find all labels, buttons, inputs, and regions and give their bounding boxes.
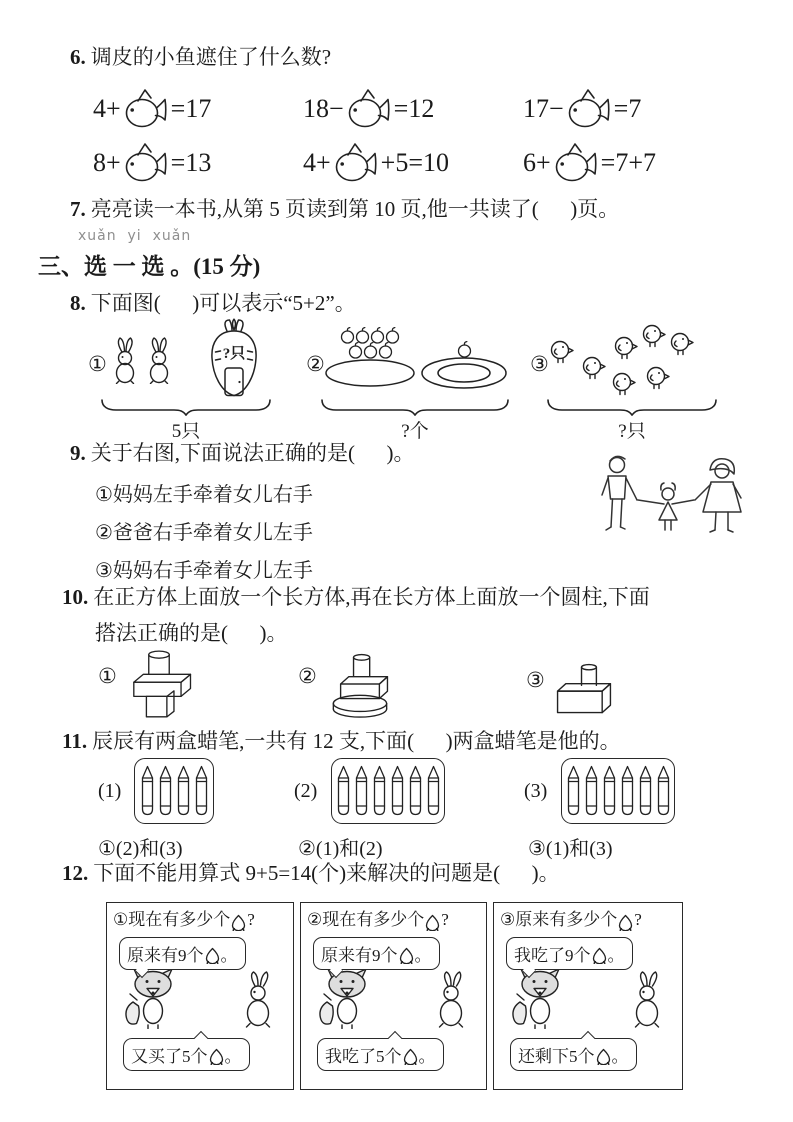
q12-panel2-question: ② 现在有多少个 ? <box>307 910 449 929</box>
peach-icon <box>399 947 414 964</box>
carrot-house <box>203 318 265 398</box>
q10-text1: 在正方体上面放一个长方体,再在长方体上面放一个圆柱,下面 <box>93 585 650 609</box>
q8-option1-number: ① <box>88 352 107 376</box>
carrot-house-label: ?只 <box>222 346 246 362</box>
crayon-icon <box>638 765 653 817</box>
q7-title <box>70 196 619 222</box>
crayon-icon <box>656 765 671 817</box>
fish-icon <box>347 88 391 130</box>
q6-equation-2 <box>303 84 434 134</box>
section-pinyin: xuǎn yi xuǎn <box>78 228 192 244</box>
q6-equation-4 <box>93 138 211 188</box>
peach-icon <box>425 914 440 931</box>
q11-box2-label: (2) <box>294 780 318 802</box>
q9-text: 关于右图,下面说法正确的是( )。 <box>90 441 415 465</box>
q10-text2: 搭法正确的是( )。 <box>95 621 288 645</box>
q12-panel2-bubble-top: 原来有9个 。 <box>313 937 440 970</box>
chick-icon <box>611 371 637 396</box>
crayon-icon <box>194 765 209 817</box>
crayon-icon <box>584 765 599 817</box>
fish-icon <box>124 142 168 184</box>
chick-icon <box>669 331 695 356</box>
peach-icon <box>205 947 220 964</box>
eq5-left: 4+ <box>303 148 331 177</box>
fox-icon <box>510 967 566 1034</box>
apple-group <box>456 342 472 357</box>
peach-icon <box>618 914 633 931</box>
q10-title-line2 <box>95 620 288 646</box>
fish-icon <box>567 88 611 130</box>
peach-icon <box>403 1048 418 1065</box>
q11-box3-label: (3) <box>524 780 548 802</box>
crayon-icon <box>408 765 423 817</box>
peach-icon <box>209 1048 224 1065</box>
peach-icon <box>399 947 414 964</box>
eq4-left: 8+ <box>93 148 121 177</box>
q10-figure1-number: ① <box>98 664 117 688</box>
q7-text: 亮亮读一本书,从第 5 页读到第 10 页,他一共读了( )页。 <box>90 197 620 221</box>
crayon-icon <box>426 765 441 817</box>
fox-icon <box>123 967 179 1029</box>
crayon-box-3 <box>561 758 675 824</box>
rabbit-icon <box>434 971 468 1029</box>
dish-icon <box>420 356 508 390</box>
fish-icon <box>124 142 168 184</box>
crayon-icon <box>176 765 191 817</box>
rabbit-icon <box>434 971 468 1034</box>
eq6-left: 6+ <box>523 148 551 177</box>
q9-option-2: ②爸爸右手牵着女儿左手 <box>95 522 313 544</box>
q8-number: 8. <box>70 291 86 315</box>
fox-icon <box>317 967 373 1029</box>
crayon-icon <box>336 765 351 817</box>
q12-panel1-question: ① 现在有多少个 ? <box>113 910 255 929</box>
q6-text: 调皮的小鱼遮住了什么数? <box>90 45 332 69</box>
q8-title <box>70 290 356 316</box>
q12-panel3-number: ③ <box>500 910 516 929</box>
underbrace <box>546 398 718 416</box>
peach-icon <box>403 1048 418 1065</box>
q8-text: 下面图( )可以表示“5+2”。 <box>90 291 356 315</box>
peach-icon <box>618 914 633 931</box>
q12-panel3-bubble-bottom: 还剩下5个 。 <box>510 1038 637 1071</box>
apple-group <box>336 328 404 358</box>
q12-text: 下面不能用算式 9+5=14(个)来解决的问题是( )。 <box>93 861 560 885</box>
q9-option-1: ①妈妈左手牵着女儿右手 <box>95 484 313 506</box>
q11-box1-label: (1) <box>98 780 122 802</box>
crayon-icon <box>566 765 581 817</box>
q12-panel2-bubble-bottom: 我吃了5个 。 <box>317 1038 444 1071</box>
crayon-icon <box>620 765 635 817</box>
peach-icon <box>231 914 246 931</box>
q12-title <box>62 860 560 886</box>
q12-panel2-number: ② <box>307 910 323 929</box>
q9-option-3: ③妈妈右手牵着女儿左手 <box>95 560 313 582</box>
q8-option2-number: ② <box>306 352 325 376</box>
q6-equation-3 <box>523 84 641 134</box>
fox-icon <box>510 967 566 1029</box>
fish-icon <box>347 88 391 130</box>
eq6-right: =7+7 <box>600 148 656 177</box>
q8-option2-brace-label: ?个 <box>401 421 429 442</box>
section-title: 三、选 一 选 。(15 分) <box>38 254 261 279</box>
fish-icon <box>554 142 598 184</box>
fish-icon <box>124 88 168 130</box>
q10-title-line1 <box>62 584 650 610</box>
q12-panel2-animals <box>307 970 480 1034</box>
q12-panel1-animals <box>113 970 287 1034</box>
q11-answer-3: ③(1)和(3) <box>528 838 613 860</box>
fish-icon <box>334 142 378 184</box>
q12-panel-2 <box>300 902 487 1090</box>
eq1-right: =17 <box>170 94 212 123</box>
stack-cylinder-cuboid-cube-icon <box>118 646 200 720</box>
apple-icon <box>363 342 378 359</box>
q12-panel-1 <box>106 902 294 1090</box>
eq5-right: +5=10 <box>380 148 449 177</box>
fish-icon <box>334 142 378 184</box>
crayon-box-2 <box>331 758 445 824</box>
q6-equation-6 <box>523 138 656 188</box>
dish-with-apple <box>420 342 508 392</box>
q12-panel1-bubble-bottom: 又买了5个 。 <box>123 1038 250 1071</box>
fox-icon <box>123 967 179 1034</box>
chick-icon <box>645 365 671 390</box>
family-icon <box>598 452 758 572</box>
q11-number: 11. <box>62 729 88 753</box>
peach-icon <box>596 1048 611 1065</box>
q12-panel3-question: ③ 原来有多少个 ? <box>500 910 642 929</box>
q7-number: 7. <box>70 197 86 221</box>
peach-icon <box>592 947 607 964</box>
fish-icon <box>124 88 168 130</box>
crayon-icon <box>158 765 173 817</box>
underbrace <box>320 398 510 416</box>
q11-answer-2: ②(1)和(2) <box>298 838 383 860</box>
rabbit-icon <box>630 971 664 1029</box>
chick-icon <box>549 339 575 364</box>
chick-group-left <box>548 338 612 390</box>
fish-icon <box>554 142 598 184</box>
plate-icon <box>324 358 416 388</box>
peach-icon <box>592 947 607 964</box>
q6-equation-1 <box>93 84 211 134</box>
apple-icon <box>378 342 393 359</box>
q12-panel1-number: ① <box>113 910 129 929</box>
q10-number: 10. <box>62 585 89 609</box>
crayon-icon <box>372 765 387 817</box>
q9-title <box>70 440 415 466</box>
eq1-left: 4+ <box>93 94 121 123</box>
q8-option1-brace-label: 5只 <box>171 421 201 442</box>
q12-panel3-bubble-top: 我吃了9个 。 <box>506 937 633 970</box>
fox-icon <box>317 967 373 1034</box>
underbrace <box>100 398 272 416</box>
q12-panel1-bubble-top: 原来有9个 。 <box>119 937 246 970</box>
stack-cylinder-cuboid-disk-icon <box>318 648 402 720</box>
q12-number: 12. <box>62 861 89 885</box>
q12-panel-3 <box>493 902 683 1090</box>
rabbit-icon <box>241 971 275 1034</box>
rabbit-icon <box>146 336 172 384</box>
peach-icon <box>425 914 440 931</box>
crayon-icon <box>602 765 617 817</box>
q11-answer-1: ①(2)和(3) <box>98 838 183 860</box>
stack-cylinder-cuboid-icon <box>546 658 622 716</box>
eq4-right: =13 <box>170 148 212 177</box>
chick-icon <box>613 335 639 360</box>
q8-option3-number: ③ <box>530 352 549 376</box>
eq2-right: =12 <box>393 94 435 123</box>
q10-figure2-number: ② <box>298 664 317 688</box>
eq3-left: 17− <box>523 94 564 123</box>
chick-icon <box>581 355 607 380</box>
rabbit-icon <box>630 971 664 1034</box>
crayon-icon <box>140 765 155 817</box>
fish-icon <box>567 88 611 130</box>
q6-equation-5 <box>303 138 449 188</box>
q11-title <box>62 728 621 754</box>
q10-figure3-number: ③ <box>526 668 545 692</box>
q6-number: 6. <box>70 45 86 69</box>
eq3-right: =7 <box>613 94 642 123</box>
peach-icon <box>209 1048 224 1065</box>
peach-icon <box>205 947 220 964</box>
rabbit-icon <box>241 971 275 1029</box>
q8-option3-brace-label: ?只 <box>618 421 646 442</box>
crayon-icon <box>390 765 405 817</box>
q6-title <box>70 44 331 70</box>
crayon-box-1 <box>134 758 214 824</box>
peach-icon <box>596 1048 611 1065</box>
plate-of-apples <box>324 328 416 388</box>
rabbit-icon <box>112 336 138 384</box>
chick-icon <box>641 323 667 348</box>
peach-icon <box>231 914 246 931</box>
q9-number: 9. <box>70 441 86 465</box>
rabbit-group <box>112 336 172 384</box>
eq2-left: 18− <box>303 94 344 123</box>
apple-icon <box>348 342 363 359</box>
crayon-icon <box>354 765 369 817</box>
chick-group-right <box>612 324 702 384</box>
q11-text: 辰辰有两盒蜡笔,一共有 12 支,下面( )两盒蜡笔是他的。 <box>92 729 621 753</box>
q12-panel3-animals <box>500 970 676 1034</box>
